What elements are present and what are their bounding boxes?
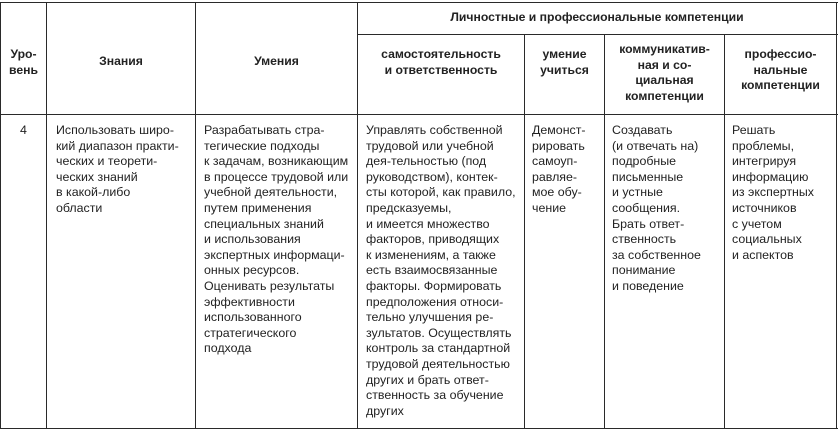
- header-competences-group: Личностные и профессиональные компетенции: [450, 10, 744, 24]
- rule-col2: [195, 2, 196, 429]
- cell-professional: Решать проблемы, интегрируя информацию из экспертных источников с учетом социальных и аспектов: [732, 123, 814, 262]
- cell-knowledge: Использовать широ- кий диапазон практи- ческих и теорети- ческих знаний в какой-либо области: [56, 123, 179, 215]
- rule-group-bottom: [357, 34, 838, 35]
- rule-bottom: [0, 428, 838, 429]
- cell-learning: Демонст- рировать самоуп- равляе- мое обу- чение: [532, 123, 586, 215]
- cell-skills: Разрабатывать стра- тегические подходы к задачам, возникающим в процессе трудовой или учебной деятельности, путем применения специальныx знаний и использования экспертных информаци- онных ресурсов. Оценивать результаты эффективности использованного стратегического подхода: [204, 123, 349, 356]
- rule-col5: [604, 34, 605, 429]
- rule-right: [836, 2, 837, 429]
- rule-top: [0, 2, 838, 3]
- rule-header-bottom: [0, 114, 838, 115]
- header-communicative: коммуникатив- ная и со- циальная компетенции: [619, 42, 710, 103]
- header-learning: умение учиться: [540, 47, 589, 77]
- cell-independence: Управлять собственной трудовой или учебной дея-тельностью (под руководством), контек- сты которой, как правило, предсказуемы, и имеется множество факторов, приводящих к изменениям, а также есть взаимосвязанные факторы. Формировать предположения относи- тельно улучшения ре- зультатов. Осуществлять контроль за стандартной трудовой деятельностью других и брать ответ- ственность за обучение других: [366, 123, 516, 418]
- rule-col6: [724, 34, 725, 429]
- rule-col1: [46, 2, 47, 429]
- header-independence: самостоятельность и ответственность: [381, 47, 501, 77]
- rule-col3: [357, 2, 358, 429]
- header-skills: Умения: [254, 54, 299, 68]
- cell-level: 4: [20, 123, 27, 137]
- header-knowledge: Знания: [99, 54, 143, 68]
- header-professional: профессио- нальные компетенции: [741, 47, 820, 93]
- cell-communicative: Создавать (и отвечать на) подробные письменные и устные сообщения. Брать ответ- ственность за собственное понимание и поведение: [612, 123, 701, 293]
- rule-left: [0, 2, 1, 429]
- header-level: Уро- вень: [9, 47, 38, 77]
- rule-col4: [524, 34, 525, 429]
